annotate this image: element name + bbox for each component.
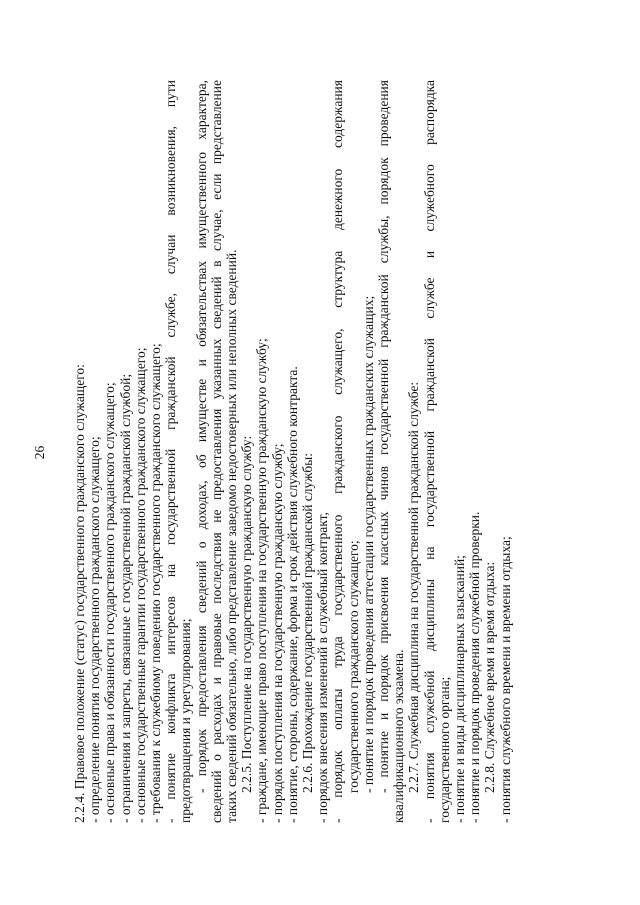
list-item: - понятие, стороны, содержание, форма и срок действия служебного контракта. (284, 366, 300, 823)
list-item: - понятия служебного времени и времени отдыха; (497, 536, 513, 823)
section-heading-2-2-4: 2.2.4. Правовое положение (статус) государственного гражданского служащего: (72, 364, 87, 823)
list-item: - порядок поступления на государственную гражданскую службу; (269, 443, 285, 823)
list-item-continuation: таких сведений обязательно, либо представление заведомо недостоверных или неполных сведений. (224, 249, 240, 823)
list-item: - основные государственные гарантии государственного гражданского служащего; (132, 347, 148, 823)
section-heading-2-2-5: 2.2.5. Поступление на государственную гражданскую службу: (239, 435, 255, 793)
list-item-continuation: сведений о расходах и правовые последствия не предоставления указанных сведений в случае, если представление (208, 80, 224, 823)
list-item: - требования к служебному поведению государственного гражданского служащего; (148, 343, 164, 823)
document-body (72, 80, 513, 823)
list-item-continuation: предотвращения и урегулирования; (178, 618, 194, 823)
page-number: 26 (32, 445, 47, 460)
list-item: - порядок предоставления сведений о доходах, об имуществе и обязательствах имущественного характера, (193, 80, 209, 793)
list-item: - граждане, имеющие право поступления на государственную гражданскую службу; (254, 338, 270, 823)
list-item: - понятие и порядок присвоения классных чинов государственной гражданской службы, порядок проведения (376, 80, 392, 793)
list-item: - понятие и порядок проведения служебной проверки. (467, 511, 483, 823)
list-item-continuation: государственного гражданского служащего; (345, 540, 361, 793)
list-item-continuation: квалификационного экзамена. (391, 649, 407, 823)
list-item-continuation: государственного органа; (436, 676, 452, 823)
list-item: - понятие и порядок проведения аттестации государственных гражданских служащих; (360, 295, 376, 793)
list-item: - понятие и виды дисциплинарных взысканий; (452, 555, 468, 823)
list-item: - понятие конфликта интересов на государственной гражданской службе, случаи возникновения, пути (163, 80, 179, 823)
list-item: - порядок внесения изменений в служебный контракт, (315, 512, 331, 823)
list-item: - понятия служебной дисциплины на государственной гражданской службе и служебного распорядка (421, 80, 437, 823)
list-item: - ограничения и запреты, связанные с государственной гражданской службой; (117, 373, 133, 823)
list-item: - основные права и обязанности государственного гражданского служащего; (102, 382, 118, 823)
list-item: - определение понятия государственного гражданского служащего; (87, 436, 103, 823)
list-item: - порядок оплаты труда государственного гражданского служащего, структура денежного содержания (330, 80, 346, 823)
section-heading-2-2-6: 2.2.6. Прохождение государственной гражданской службы: (300, 453, 316, 793)
section-heading-2-2-7: 2.2.7. Служебная дисциплина на государственной гражданской службе: (406, 381, 422, 793)
section-heading-2-2-8: 2.2.8. Служебное время и время отдыха: (482, 561, 498, 793)
